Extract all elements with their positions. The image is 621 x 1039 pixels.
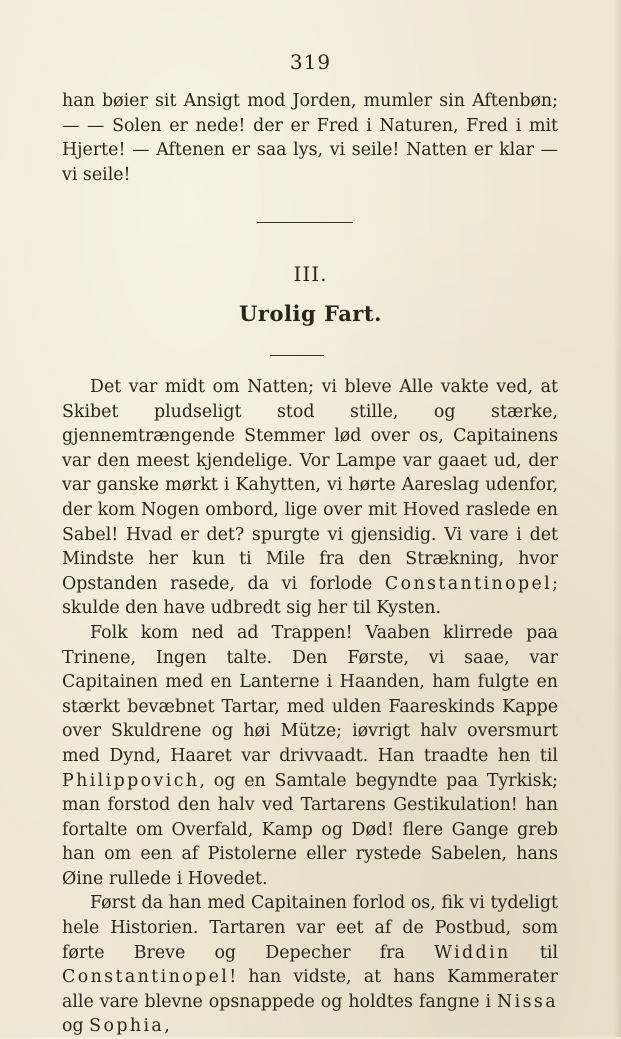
- top-paragraph: han bøier sit Ansigt mod Jorden, mumler sin Aftenbøn; — — Solen er nede! der er Fred i Naturen, Fred i mit Hjerte! — Aftenen er saa lys, vi seile! Natten er klar — vi seile!: [62, 91, 558, 185]
- paragraph-2: [62, 621, 558, 892]
- page-edge-shadow: [613, 0, 621, 1037]
- place-name-constantinopel-2: Constantinopel: [62, 967, 230, 988]
- person-name-philippovich: Philippovich: [62, 770, 200, 791]
- page-number: 319: [289, 50, 332, 74]
- place-name-sophia: Sophia: [89, 1016, 165, 1037]
- title-divider-rule: [270, 355, 324, 356]
- section-divider-rule: [257, 222, 353, 223]
- paragraph-3-text-b: til: [510, 942, 558, 963]
- paragraph-3-text-d: og: [62, 1016, 90, 1037]
- paragraph-2-text-b: , og en Samtale begyndte paa Tyrkisk; man forstod den halv ved Tartarens Gestikulation! han fortalte om Overfald, Kamp og Død! flere Gange greb han om een af Pistolerne eller rystede Sabelen, hans Øine rullede i Hovedet.: [62, 770, 558, 889]
- paragraph-2-text-a: Folk kom ned ad Trappen! Vaaben klirrede paa Trinene, Ingen talte. Den Første, vi saae, var Capitainen med en Lanterne i Haanden, ham fulgte en stærkt bevæbnet Tartar, med ulden Faareskinds Kappe over Skuldrene og høi Mütze; iøvrigt halv oversmurt med Dynd, Haaret var drivvaadt. Han traadte hen til: [62, 622, 558, 766]
- paragraph-3-text-c: ! han vidste, at hans Kammerater alle vare blevne opsnappede og holdtes fangne i: [62, 967, 558, 1012]
- chapter-body: [62, 375, 558, 1039]
- place-name-constantinopel: Constantinopel: [384, 573, 553, 594]
- paragraph-3-text-e: ,: [164, 1016, 170, 1037]
- paragraph-3: [62, 891, 558, 1039]
- chapter-title: Urolig Fart.: [239, 301, 382, 326]
- place-name-widdin: Widdin: [434, 942, 511, 963]
- paragraph-1: [62, 375, 558, 621]
- top-paragraph-block: [62, 89, 558, 187]
- paragraph-1-text-b: ; skulde den have udbredt sig her til Kysten.: [62, 573, 558, 619]
- section-number: III.: [293, 262, 328, 286]
- paragraph-3-text-a: Først da han med Capitainen forlod os, fik vi tydeligt hele Historien. Tartaren var eet af de Postbud, som førte Breve og Depecher fra: [62, 893, 558, 963]
- place-name-nissa: Nissa: [497, 991, 558, 1012]
- paragraph-1-text-a: Det var midt om Natten; vi bleve Alle vakte ved, at Skibet pludseligt stod stille, og stærke, gjennemtrængende Stemmer lød over os, Capitainens var den meest kjendelige. Vor Lampe var gaaet ud, der var ganske mørkt i Kahytten, vi hørte Aareslag udenfor, der kom Nogen ombord, lige over mit Hoved raslede en Sabel! Hvad er det? spurgte vi gjensidig. Vi vare i det Mindste her kun ti Mile fra den Strækning, hvor Opstanden rasede, da vi forlode: [62, 377, 558, 594]
